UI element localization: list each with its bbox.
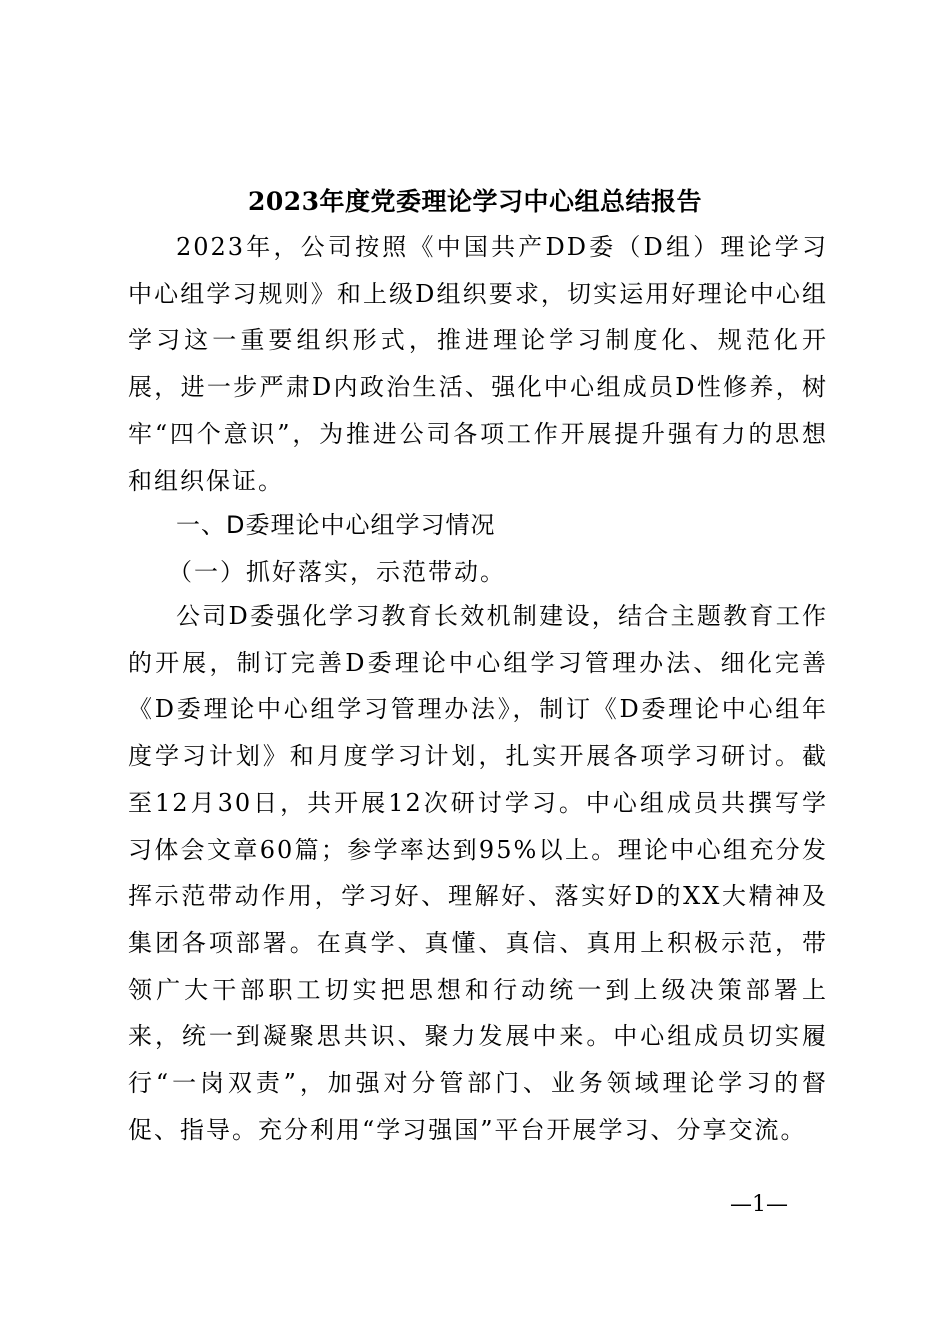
intro-paragraph: 2023年，公司按照《中国共产DD委（D组）理论学习中心组学习规则》和上级D组织要求，切实运用好理论中心组学习这一重要组织形式，推进理论学习制度化、规范化开展，进一步严肃D内政治生活、强化中心组成员D性修养，树牢“四个意识”，为推进公司各项工作开展提升强有力的思想和组织保证。 [128,233,828,495]
section-heading-1: 一、D委理论中心组学习情况 [176,511,496,539]
document-title: 2023年度党委理论学习中心组总结报告 [247,187,703,216]
page-number: —1— [730,1192,788,1217]
subsection-heading-1: （一）抓好落实，示范带动。 [168,558,506,586]
subsection-1-paragraph: 公司D委强化学习教育长效机制建设，结合主题教育工作的开展，制订完善D委理论中心组学习管理办法、细化完善《D委理论中心组学习管理办法》，制订《D委理论中心组年度学习计划》和月度学习计划，扎实开展各项学习研讨。截至12月30日，共开展12次研讨学习。中心组成员共撰写学习体会文章60篇；参学率达到95%以上。理论中心组充分发挥示范带动作用，学习好、理解好、落实好D的XX大精神及集团各项部署。在真学、真懂、真信、真用上积极示范，带领广大干部职工切实把思想和行动统一到上级决策部署上来，统一到凝聚思共识、聚力发展中来。中心组成员切实履行“一岗双责”，加强对分管部门、业务领域理论学习的督促、指导。充分利用“学习强国”平台开展学习、分享交流。 [128,602,828,1144]
